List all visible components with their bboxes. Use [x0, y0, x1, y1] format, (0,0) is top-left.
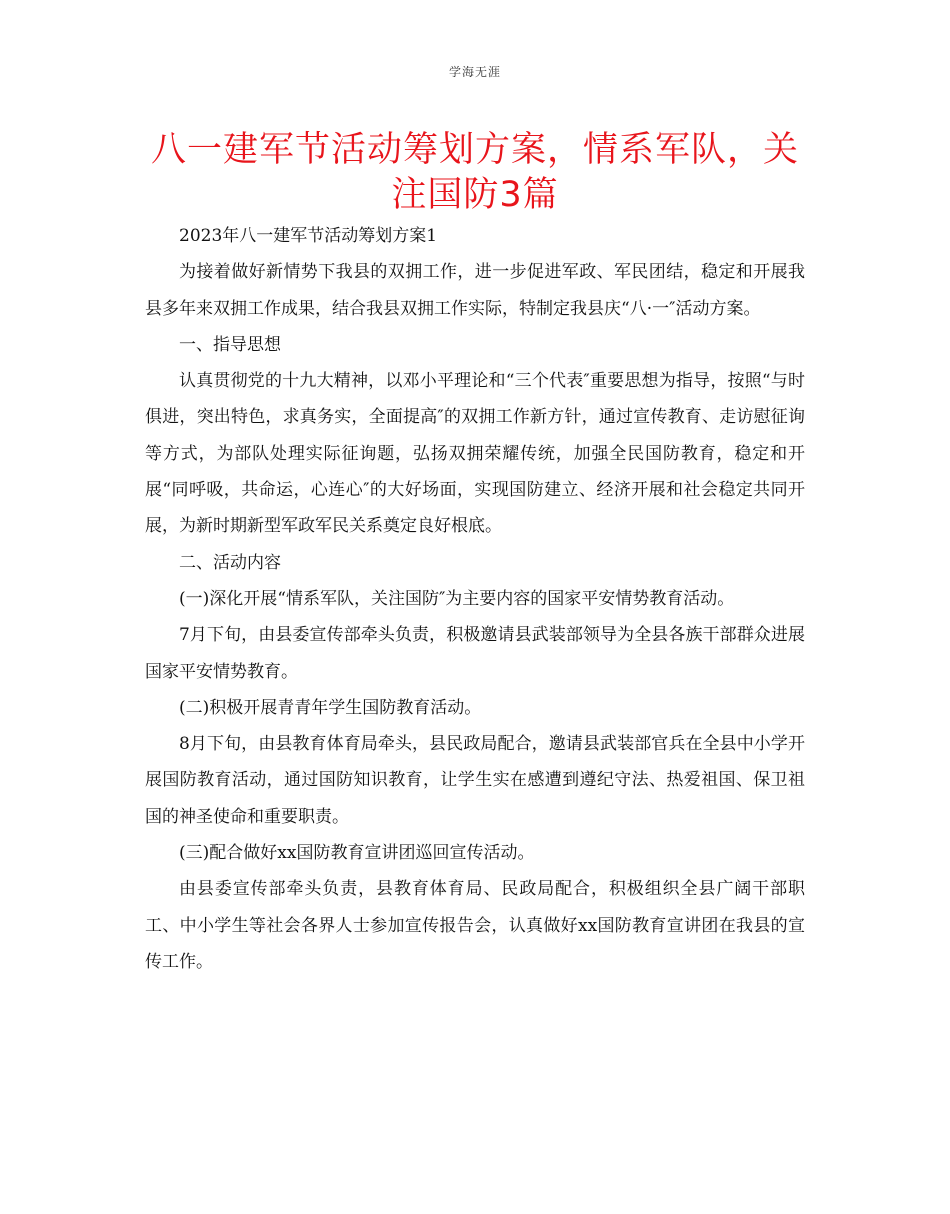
paragraph-activity-3: 由县委宣传部牵头负责，县教育体育局、民政局配合，积极组织全县广阔干部职工、中小学生等社会各界人士参加宣传报告会，认真做好xx国防教育宣讲团在我县的宣传工作。 — [145, 879, 805, 972]
subsection-heading-1: (一)深化开展“情系军队，关注国防″为主要内容的国家平安情势教育活动。 — [179, 588, 735, 609]
paragraph-guiding-ideology: 认真贯彻党的十九大精神，以邓小平理论和“三个代表″重要思想为指导，按照“与时俱进，突出特色，求真务实，全面提高″的双拥工作新方针，通过宣传教育、走访慰征询等方式，为部队处理实际征询题，弘扬双拥荣耀传统，加强全民国防教育，稳定和开展“同呼吸，共命运，心连心″的大好场面，实现国防建立、经济开展和社会稳定共同开展，为新时期新型军政军民关系奠定良好根底。 — [145, 371, 805, 537]
paragraph-activity-2: 8月下旬，由县教育体育局牵头，县民政局配合，邀请县武装部官兵在全县中小学开展国防教育活动，通过国防知识教育，让学生实在感遭到遵纪守法、热爱祖国、保卫祖国的神圣使命和重要职责。 — [145, 734, 805, 827]
paragraph-activity-1: 7月下旬，由县委宣传部牵头负责，积极邀请县武装部领导为全县各族干部群众进展国家平安情势教育。 — [145, 625, 805, 682]
subsection-heading-2: (二)积极开展青青年学生国防教育活动。 — [179, 697, 482, 718]
paragraph-subtitle: 2023年八一建军节活动筹划方案1 — [179, 226, 438, 246]
document-title: 八一建军节活动筹划方案，情系军队，关注国防3篇 — [150, 130, 799, 215]
section-heading-activity-content: 二、活动内容 — [179, 552, 281, 573]
paragraph-intro: 为接着做好新情势下我县的双拥工作，进一步促进军政、军民团结，稳定和开展我县多年来双拥工作成果，结合我县双拥工作实际，特制定我县庆“八·一″活动方案。 — [145, 262, 805, 319]
document-body — [145, 218, 805, 980]
section-heading-guiding-ideology: 一、指导思想 — [179, 334, 281, 355]
subsection-heading-3: (三)配合做好xx国防教育宣讲团巡回宣传活动。 — [179, 843, 535, 864]
page-header: 学海无涯 — [448, 65, 501, 79]
